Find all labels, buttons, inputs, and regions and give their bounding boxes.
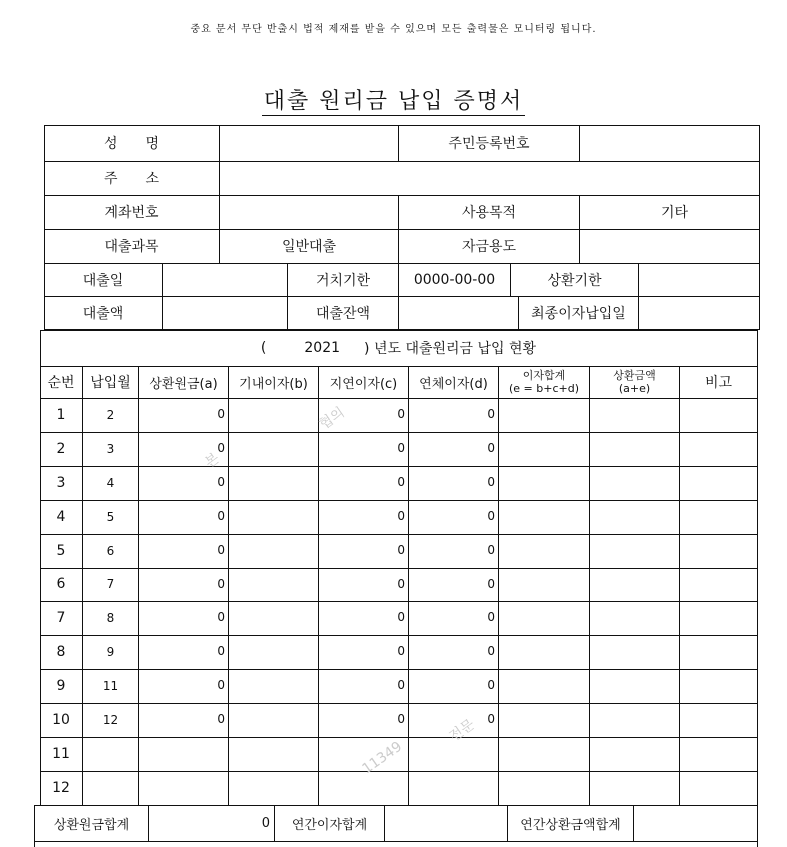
loan-date-label: 대출일 — [82, 272, 124, 289]
grid-line — [638, 263, 639, 330]
row-principal: 0 — [217, 610, 225, 625]
col-overdue-interest-header: 연체이자(d) — [419, 376, 488, 392]
confidential-notice: 중요 문서 무단 반출시 법적 제재를 받을 수 있으며 모든 출력물은 모니터링 됩니다. — [190, 24, 597, 35]
row-delay-interest: 0 — [397, 407, 405, 421]
grid-line — [34, 841, 757, 842]
status-header-text: ) 년도 대출원리금 납입 현황 — [364, 341, 537, 357]
principal-total-value: 0 — [261, 815, 270, 831]
grid-line — [40, 601, 757, 602]
row-delay-interest: 0 — [397, 644, 405, 659]
watermark-text: 협의 — [316, 404, 348, 434]
col-interest-total-formula: (e = b+c+d) — [508, 382, 579, 395]
status-year: 2021 — [304, 340, 341, 356]
row-month: 5 — [106, 509, 115, 524]
row-principal: 0 — [217, 542, 225, 557]
col-repay-total-formula: (a+e) — [618, 382, 651, 395]
grid-line — [757, 330, 758, 805]
row-month: 11 — [102, 679, 119, 694]
annual-repay-label: 연간상환금액합계 — [520, 817, 621, 833]
subject-label: 대출과목 — [104, 239, 159, 255]
row-principal: 0 — [217, 712, 225, 727]
grid-line — [40, 466, 757, 467]
grace-value: 0000-00-00 — [413, 271, 496, 288]
row-delay-interest: 0 — [397, 712, 405, 727]
row-overdue-interest: 0 — [487, 440, 495, 455]
watermark-text: 전문 — [446, 716, 478, 746]
row-no: 10 — [52, 712, 70, 729]
grid-line — [40, 737, 757, 738]
row-overdue-interest: 0 — [487, 474, 495, 489]
row-principal: 0 — [217, 644, 225, 659]
grid-line — [162, 263, 163, 330]
last-interest-label: 최종이자납입일 — [531, 306, 626, 322]
account-label: 계좌번호 — [104, 205, 159, 221]
row-overdue-interest: 0 — [487, 712, 495, 727]
row-month: 9 — [106, 645, 115, 660]
status-open-paren: ( — [260, 340, 267, 356]
row-principal: 0 — [217, 407, 225, 421]
grid-line — [40, 568, 757, 569]
row-delay-interest: 0 — [397, 610, 405, 625]
row-overdue-interest: 0 — [487, 576, 495, 591]
row-delay-interest: 0 — [397, 678, 405, 693]
row-principal: 0 — [217, 508, 225, 523]
col-no-header: 순번 — [47, 375, 75, 391]
row-no: 11 — [52, 745, 70, 762]
row-delay-interest: 0 — [397, 542, 405, 557]
row-overdue-interest: 0 — [487, 644, 495, 659]
annual-interest-value — [385, 805, 507, 841]
row-overdue-interest: 0 — [487, 542, 495, 557]
row-principal: 0 — [217, 678, 225, 693]
row-principal: 0 — [217, 440, 225, 455]
watermark-text: 11349 — [359, 738, 406, 778]
grid-line — [40, 669, 757, 670]
row-month: 8 — [106, 611, 115, 626]
row-overdue-interest: 0 — [487, 610, 495, 625]
grid-line — [40, 703, 757, 704]
purpose-value: 기타 — [660, 205, 688, 221]
fund-use-label: 자금용도 — [461, 239, 517, 255]
row-no: 2 — [56, 440, 66, 457]
document-title-text: 대출 원리금 납입 증명서 — [263, 89, 524, 114]
row-no: 4 — [56, 508, 66, 525]
row-no: 5 — [56, 542, 66, 559]
account-value — [220, 195, 398, 229]
amount-label: 대출액 — [82, 306, 124, 322]
col-delay-interest-header: 지연이자(c) — [329, 376, 398, 392]
col-interest-total-title: 이자합계 — [522, 369, 566, 382]
row-principal: 0 — [217, 576, 225, 591]
row-no: 1 — [56, 406, 66, 423]
col-month-header: 납입월 — [90, 375, 131, 391]
row-month: 2 — [106, 407, 115, 422]
grid-line — [40, 398, 757, 399]
row-delay-interest: 0 — [397, 576, 405, 591]
rrn-label: 주민등록번호 — [448, 136, 530, 152]
row-delay-interest: 0 — [397, 474, 405, 489]
fund-use-value — [580, 229, 760, 263]
status-header — [40, 330, 757, 366]
annual-repay-value — [634, 805, 757, 841]
row-overdue-interest: 0 — [487, 407, 495, 421]
col-term-interest-header: 기내이자(b) — [239, 376, 308, 392]
name-label: 성 명 — [103, 136, 160, 152]
row-delay-interest: 0 — [397, 508, 405, 523]
row-month: 4 — [106, 475, 115, 490]
address-label: 주 소 — [103, 171, 160, 187]
annual-interest-label: 연간이자합계 — [291, 817, 368, 833]
balance-label: 대출잔액 — [315, 306, 371, 322]
grid-line — [40, 635, 757, 636]
row-principal: 0 — [217, 474, 225, 489]
row-overdue-interest: 0 — [487, 678, 495, 693]
row-month: 3 — [106, 441, 115, 456]
repay-label: 상환기한 — [547, 272, 602, 289]
col-repay-total-title: 상환금액 — [613, 369, 656, 382]
grid-line — [40, 432, 757, 433]
row-overdue-interest: 0 — [487, 508, 495, 523]
watermark-text: 본 — [202, 450, 223, 472]
row-no: 3 — [56, 474, 66, 491]
address-value — [220, 161, 760, 195]
row-month — [83, 737, 138, 771]
row-delay-interest: 0 — [397, 440, 405, 455]
grace-label: 거치기한 — [315, 272, 371, 289]
row-month: 6 — [106, 543, 115, 558]
col-note-header: 비고 — [704, 375, 733, 391]
row-month: 7 — [106, 577, 115, 592]
document-title — [0, 84, 787, 115]
grid-line — [40, 534, 757, 535]
grid-line — [40, 500, 757, 501]
col-repay-total-header — [590, 366, 679, 398]
row-no: 12 — [52, 779, 70, 796]
row-no: 9 — [56, 678, 66, 695]
grid-line — [757, 805, 758, 847]
row-no: 8 — [56, 644, 66, 661]
purpose-label: 사용목적 — [461, 205, 517, 221]
row-no: 6 — [56, 576, 66, 593]
row-month: 12 — [102, 713, 119, 728]
col-principal-header: 상환원금(a) — [149, 376, 218, 392]
rrn-value — [580, 125, 760, 161]
grid-line — [40, 771, 757, 772]
row-month — [83, 771, 138, 805]
col-interest-total-header — [499, 366, 589, 398]
row-no: 7 — [56, 610, 66, 627]
subject-value: 일반대출 — [281, 239, 337, 255]
name-value — [220, 125, 398, 161]
principal-total-label: 상환원금합계 — [53, 817, 130, 833]
